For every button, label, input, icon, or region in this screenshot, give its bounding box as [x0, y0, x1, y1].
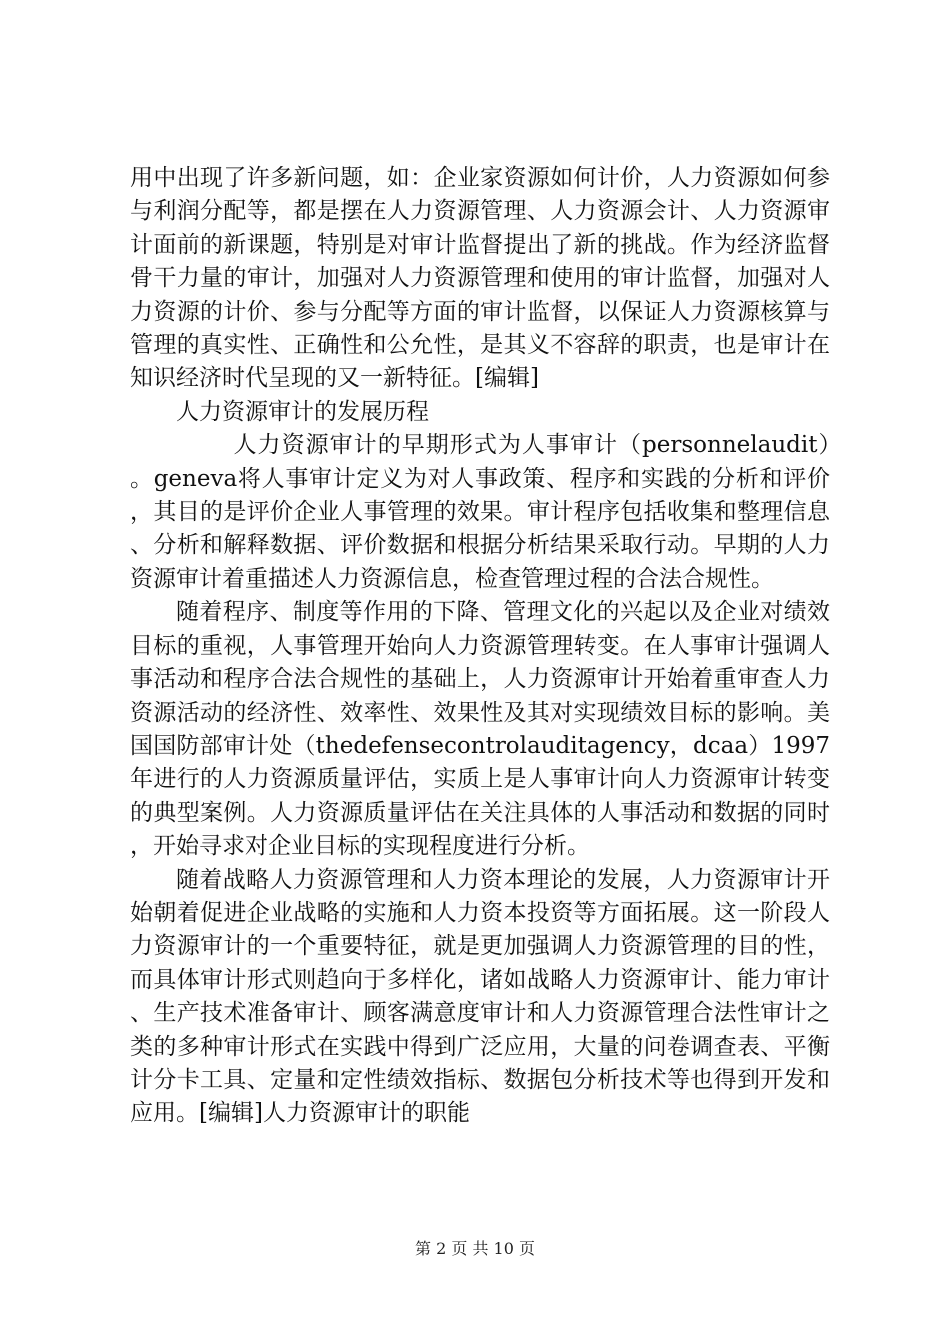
- page-number-footer: 第 2 页 共 10 页: [415, 1239, 535, 1258]
- body-text: [130, 162, 830, 1131]
- paragraph-strategic: 随着战略人力资源管理和人力资本理论的发展，人力资源审计开始朝着促进企业战略的实施和人力资本投资等方面拓展。这一阶段人力资源审计的一个重要特征，就是更加强调人力资源管理的目的性，而具体审计形式则趋向于多样化，诸如战略人力资源审计、能力审计、生产技术准备审计、顾客满意度审计和人力资源管理合法性审计之类的多种审计形式在实践中得到广泛应用，大量的问卷调查表、平衡计分卡工具、定量和定性绩效指标、数据包分析技术等也得到开发和应用。[编辑]人力资源审计的职能: [130, 866, 830, 1127]
- paragraph-continuation: 用中出现了许多新问题，如：企业家资源如何计价，人力资源如何参与利润分配等，都是摆在人力资源管理、人力资源会计、人力资源审计面前的新课题，特别是对审计监督提出了新的挑战。作为经济监督骨干力量的审计，加强对人力资源管理和使用的审计监督，加强对人力资源的计价、参与分配等方面的审计监督，以保证人力资源核算与管理的真实性、正确性和公允性，是其义不容辞的职责，也是审计在知识经济时代呈现的又一新特征。[编辑]: [130, 165, 830, 392]
- paragraph-transition: 随着程序、制度等作用的下降、管理文化的兴起以及企业对绩效目标的重视，人事管理开始向人力资源管理转变。在人事审计强调人事活动和程序合法合规性的基础上，人力资源审计开始着重审查人力资源活动的经济性、效率性、效果性及其对实现绩效目标的影响。美国国防部审计处（thedefensecontrolauditagency，dcaa）1997年进行的人力资源质量评估，实质上是人事审计向人力资源审计转变的典型案例。人力资源质量评估在关注具体的人事活动和数据的同时，开始寻求对企业目标的实现程度进行分析。: [130, 599, 830, 860]
- paragraph-early-form: 人力资源审计的早期形式为人事审计（personnelaudit）。geneva将人事审计定义为对人事政策、程序和实践的分析和评价，其目的是评价企业人事管理的效果。审计程序包括收集和整理信息、分析和解释数据、评价数据和根据分析结果采取行动。早期的人力资源审计着重描述人力资源信息，检查管理过程的合法合规性。: [130, 432, 830, 592]
- section-heading: 人力资源审计的发展历程: [176, 398, 429, 425]
